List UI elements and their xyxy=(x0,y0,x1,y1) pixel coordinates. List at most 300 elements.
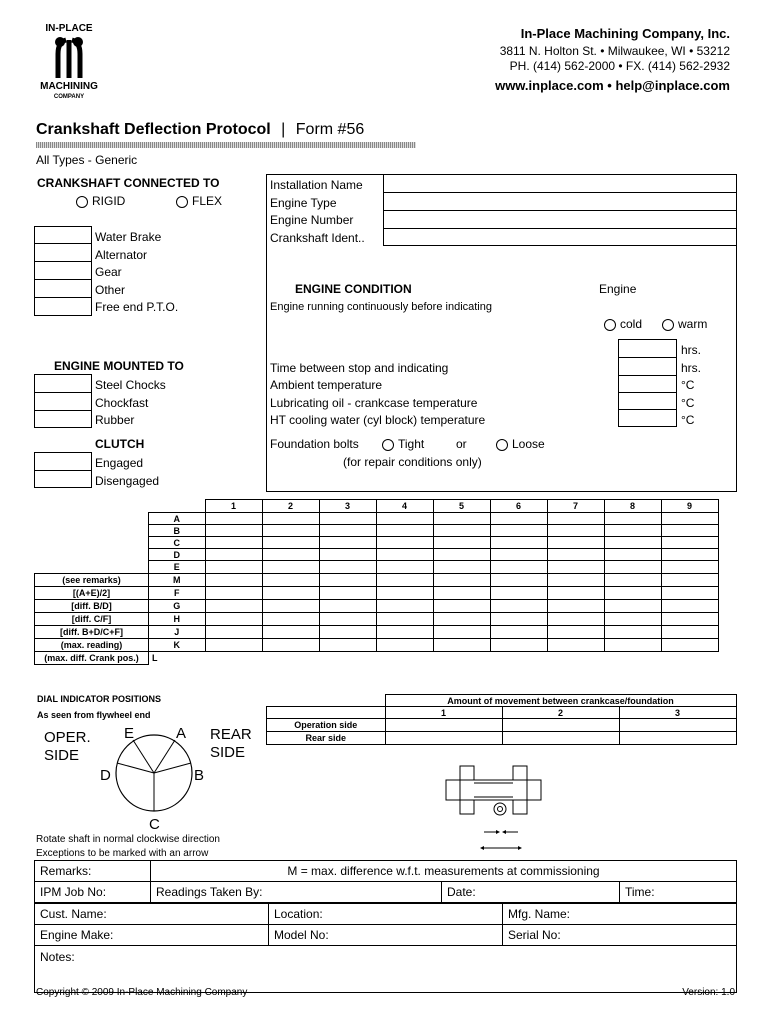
mounted-heading: ENGINE MOUNTED TO xyxy=(54,359,184,373)
grid-cell[interactable] xyxy=(547,612,604,625)
grid-cell[interactable] xyxy=(319,525,376,537)
make-field[interactable] xyxy=(35,925,269,946)
crankshaft-ident-input[interactable] xyxy=(384,229,736,245)
grid-cell[interactable] xyxy=(661,638,718,651)
grid-row-code: C xyxy=(149,537,206,549)
grid-cell[interactable] xyxy=(376,513,433,525)
unit: hrs. xyxy=(681,360,702,375)
grid-cell[interactable] xyxy=(262,625,319,638)
grid-cell[interactable] xyxy=(205,625,262,638)
grid-cell[interactable] xyxy=(604,625,661,638)
exceptions-note: Exceptions to be marked with an arrow xyxy=(36,848,209,859)
grid-cell[interactable] xyxy=(433,612,490,625)
dial-pos-a: A xyxy=(176,725,187,742)
location-label: Location: xyxy=(274,907,323,921)
clutch-item: Disengaged xyxy=(95,473,160,488)
mounted-item: Rubber xyxy=(95,413,135,428)
remarks-label: Remarks: xyxy=(40,864,92,878)
grid-row-code: B xyxy=(149,525,206,537)
mounted-input-1[interactable] xyxy=(35,375,91,393)
installation-name-input[interactable] xyxy=(384,175,736,193)
grid-row xyxy=(35,599,719,612)
version: Version: 1.0 xyxy=(682,987,735,998)
schematic-bearing xyxy=(446,780,460,800)
time-label: Time: xyxy=(625,885,655,899)
warm-option[interactable] xyxy=(662,317,707,331)
movement-corner xyxy=(267,695,386,707)
grid-cell[interactable] xyxy=(661,537,718,549)
grid-cell[interactable] xyxy=(490,612,547,625)
grid-cell[interactable] xyxy=(490,625,547,638)
water-temp-input[interactable] xyxy=(619,410,676,426)
grid-column-header: 9 xyxy=(661,500,718,513)
connected-input-box xyxy=(34,226,92,316)
grid-column-header: 2 xyxy=(262,500,319,513)
company-address: 3811 N. Holton St. • Milwaukee, WI • 53212 xyxy=(499,44,730,58)
grid-row-code: L xyxy=(152,652,158,663)
grid-column-header: 4 xyxy=(376,500,433,513)
grid-cell[interactable] xyxy=(262,513,319,525)
grid-row-desc xyxy=(35,537,149,549)
grid-cell[interactable] xyxy=(433,586,490,599)
grid-row xyxy=(35,586,719,599)
grid-cell[interactable] xyxy=(433,599,490,612)
grid-row xyxy=(35,612,719,625)
grid-cell[interactable] xyxy=(661,625,718,638)
grid-cell[interactable] xyxy=(205,573,262,586)
warm-label: warm xyxy=(678,317,708,331)
grid-cell[interactable] xyxy=(376,573,433,586)
grid-cell[interactable] xyxy=(319,586,376,599)
grid-cell[interactable] xyxy=(604,561,661,574)
clutch-input-1[interactable] xyxy=(35,453,91,471)
grid-cell[interactable] xyxy=(604,525,661,537)
grid-cell[interactable] xyxy=(205,638,262,651)
grid-column-header: 5 xyxy=(433,500,490,513)
grid-cell[interactable] xyxy=(604,599,661,612)
schematic-gauge xyxy=(494,803,506,815)
oper-text: OPER. xyxy=(44,729,91,746)
logo-line-2: MACHINING xyxy=(40,81,98,92)
job-field[interactable] xyxy=(35,882,151,903)
grid-cell[interactable] xyxy=(433,638,490,651)
flex-label: FLEX xyxy=(192,194,223,208)
grid-cell[interactable] xyxy=(547,525,604,537)
mounted-input-3[interactable] xyxy=(35,411,91,427)
grid-cell[interactable] xyxy=(262,561,319,574)
connected-input-4[interactable] xyxy=(35,280,91,298)
movement-cell[interactable] xyxy=(502,732,619,745)
grid-row-desc xyxy=(35,525,149,537)
schematic-chock xyxy=(513,766,527,780)
schematic-chock xyxy=(513,800,527,814)
grid-cell[interactable] xyxy=(319,561,376,574)
mounted-input-2[interactable] xyxy=(35,393,91,411)
grid-cell[interactable] xyxy=(205,561,262,574)
grid-column-header: 8 xyxy=(604,500,661,513)
engine-number-input[interactable] xyxy=(384,211,736,229)
form-subtitle: All Types - Generic xyxy=(36,153,138,167)
grid-cell[interactable] xyxy=(547,638,604,651)
movement-heading: Amount of movement between crankcase/foundation xyxy=(385,695,736,707)
engine-label: Engine xyxy=(599,282,637,296)
grid-cell[interactable] xyxy=(376,625,433,638)
cold-option[interactable] xyxy=(604,317,642,331)
schematic-arrowhead xyxy=(496,830,500,834)
company-name: In-Place Machining Company, Inc. xyxy=(520,26,730,41)
grid-cell[interactable] xyxy=(490,561,547,574)
engine-type-input[interactable] xyxy=(384,193,736,211)
grid-cell[interactable] xyxy=(547,573,604,586)
grid-cell[interactable] xyxy=(490,586,547,599)
grid-cell[interactable] xyxy=(376,549,433,561)
condition-input-box xyxy=(618,339,677,427)
movement-cell[interactable] xyxy=(385,732,502,745)
page-title xyxy=(36,121,364,139)
grid-cell[interactable] xyxy=(376,561,433,574)
grid-cell[interactable] xyxy=(262,599,319,612)
location-field[interactable] xyxy=(269,904,503,925)
flex-option[interactable] xyxy=(176,194,222,208)
schematic-gauge-inner xyxy=(498,807,503,812)
grid-row-code: K xyxy=(149,638,206,651)
grid-cell[interactable] xyxy=(319,599,376,612)
dial-subheading: As seen from flywheel end xyxy=(37,710,151,720)
form-title: Crankshaft Deflection Protocol xyxy=(36,121,271,138)
mounted-input-box xyxy=(34,374,92,428)
grid-column-header: 1 xyxy=(205,500,262,513)
install-label: Installation Name xyxy=(270,178,363,192)
condition-label xyxy=(270,342,485,360)
grid-cell[interactable] xyxy=(433,625,490,638)
title-underline xyxy=(36,142,416,148)
job-label: IPM Job No: xyxy=(40,885,107,899)
grid-row-desc: [(A+E)/2] xyxy=(35,586,149,599)
date-field[interactable] xyxy=(442,882,620,903)
install-labels xyxy=(270,177,365,247)
connected-input-2[interactable] xyxy=(35,244,91,262)
engine-hours-input[interactable] xyxy=(619,340,676,358)
connected-list xyxy=(95,229,178,317)
rigid-label: RIGID xyxy=(92,194,126,208)
mounted-item: Steel Chocks xyxy=(95,378,166,392)
grid-row xyxy=(35,651,719,664)
grid-row-code: E xyxy=(149,561,206,574)
grid-cell[interactable] xyxy=(604,537,661,549)
grid-cell[interactable] xyxy=(661,612,718,625)
connected-input-1[interactable] xyxy=(35,227,91,244)
condition-note: Engine running continuously before indicating xyxy=(270,301,492,313)
grid-cell[interactable] xyxy=(547,549,604,561)
condition-labels xyxy=(270,342,485,430)
grid-cell[interactable] xyxy=(205,549,262,561)
logo-line-1: IN-PLACE xyxy=(45,23,93,34)
grid-row xyxy=(35,549,719,561)
or-label: or xyxy=(456,437,467,451)
rotate-note: Rotate shaft in normal clockwise direction xyxy=(36,834,220,845)
schematic-arrowhead xyxy=(518,846,522,850)
grid-row-desc xyxy=(35,561,149,574)
grid-corner xyxy=(149,500,206,513)
grid-cell[interactable] xyxy=(205,525,262,537)
loose-radio[interactable] xyxy=(496,439,508,451)
cust-label: Cust. Name: xyxy=(40,907,107,921)
cust-field[interactable] xyxy=(35,904,269,925)
date-label: Date: xyxy=(447,885,476,899)
grid-cell[interactable] xyxy=(319,625,376,638)
condition-label: Time between stop and indicating xyxy=(270,360,449,375)
movement-blank xyxy=(267,707,386,719)
unit: °C xyxy=(681,395,695,410)
grid-corner xyxy=(35,500,149,513)
grid-cell[interactable] xyxy=(319,513,376,525)
grid-cell[interactable] xyxy=(547,561,604,574)
notes-label: Notes: xyxy=(40,950,75,964)
grid-cell[interactable] xyxy=(661,599,718,612)
grid-row-desc: [diff. C/F] xyxy=(35,612,149,625)
tight-option[interactable] xyxy=(382,437,424,451)
condition-label: Lubricating oil - crankcase temperature xyxy=(270,395,478,410)
dial-diagram xyxy=(100,720,210,830)
loose-option[interactable] xyxy=(496,437,545,451)
grid-row-desc: (max. diff. Crank pos.) xyxy=(35,651,149,664)
grid-cell[interactable] xyxy=(604,549,661,561)
footer-form-lower xyxy=(34,903,737,993)
grid-cell[interactable] xyxy=(604,586,661,599)
grid-cell[interactable] xyxy=(205,586,262,599)
grid-row-desc xyxy=(35,513,149,525)
grid-row-desc: [diff. B/D] xyxy=(35,599,149,612)
oper-side-text: SIDE xyxy=(44,747,80,764)
grid-cell[interactable] xyxy=(205,599,262,612)
connected-input-5[interactable] xyxy=(35,298,91,315)
install-label: Crankshaft Ident.. xyxy=(270,230,365,245)
grid-cell[interactable] xyxy=(547,586,604,599)
unit: °C xyxy=(681,378,695,393)
grid-cell[interactable] xyxy=(490,537,547,549)
grid-cell[interactable] xyxy=(262,612,319,625)
grid-cell[interactable] xyxy=(376,612,433,625)
condition-units xyxy=(681,342,701,430)
grid-cell[interactable] xyxy=(205,612,262,625)
grid-cell[interactable] xyxy=(604,513,661,525)
grid-cell[interactable] xyxy=(376,537,433,549)
dial-pos-c: C xyxy=(149,816,160,830)
form-number: Form #56 xyxy=(295,121,365,138)
movement-row-label: Rear side xyxy=(267,732,386,745)
movement-table xyxy=(266,694,737,745)
grid-row xyxy=(35,573,719,586)
connected-item: Water Brake xyxy=(95,230,162,244)
tight-label: Tight xyxy=(398,437,425,451)
unit: °C xyxy=(681,413,695,428)
grid-cell[interactable] xyxy=(433,513,490,525)
grid-cell[interactable] xyxy=(547,513,604,525)
grid-cell[interactable] xyxy=(376,525,433,537)
connected-item: Other xyxy=(95,282,126,297)
grid-cell[interactable] xyxy=(490,549,547,561)
movement-cell[interactable] xyxy=(619,719,736,732)
connected-item: Alternator xyxy=(95,247,148,262)
grid-cell[interactable] xyxy=(433,525,490,537)
movement-cell[interactable] xyxy=(385,719,502,732)
movement-cell[interactable] xyxy=(502,719,619,732)
flex-radio[interactable] xyxy=(176,196,188,208)
grid-cell[interactable] xyxy=(490,525,547,537)
grid-cell[interactable] xyxy=(376,586,433,599)
serial-field[interactable] xyxy=(503,925,737,946)
grid-cell[interactable] xyxy=(661,573,718,586)
company-web: www.inplace.com • help@inplace.com xyxy=(495,78,730,93)
grid-row-code: J xyxy=(149,625,206,638)
grid-cell[interactable] xyxy=(262,549,319,561)
readings-field[interactable] xyxy=(151,882,442,903)
grid-row-code: G xyxy=(149,599,206,612)
grid-row-code: H xyxy=(149,612,206,625)
grid-cell[interactable] xyxy=(262,525,319,537)
grid-cell[interactable] xyxy=(319,612,376,625)
grid-cell[interactable] xyxy=(490,638,547,651)
readings-label: Readings Taken By: xyxy=(156,885,263,899)
grid-cell[interactable] xyxy=(205,513,262,525)
grid-cell[interactable] xyxy=(205,537,262,549)
grid-row-desc: (see remarks) xyxy=(35,573,149,586)
clutch-heading: CLUTCH xyxy=(95,437,145,451)
make-label: Engine Make: xyxy=(40,928,114,942)
dial-heading: DIAL INDICATOR POSITIONS xyxy=(37,694,162,704)
cold-radio[interactable] xyxy=(604,319,616,331)
grid-row xyxy=(35,625,719,638)
cold-label: cold xyxy=(620,317,643,331)
title-separator: | xyxy=(281,121,286,138)
grid-column-header: 7 xyxy=(547,500,604,513)
grid-cell[interactable] xyxy=(319,638,376,651)
grid-cell[interactable] xyxy=(604,612,661,625)
rigid-option[interactable] xyxy=(76,194,125,208)
grid-cell[interactable] xyxy=(433,573,490,586)
grid-cell[interactable] xyxy=(547,625,604,638)
grid-column-header: 6 xyxy=(490,500,547,513)
model-field[interactable] xyxy=(269,925,503,946)
m-definition-text: M = max. difference w.f.t. measurements at commissioning xyxy=(287,864,600,878)
grid-column-header: 3 xyxy=(319,500,376,513)
stop-time-input[interactable] xyxy=(619,358,676,376)
clutch-input-box xyxy=(34,452,92,488)
dial-pos-e: E xyxy=(124,725,135,742)
grid-cell[interactable] xyxy=(319,537,376,549)
grid-row xyxy=(35,537,719,549)
connected-item: Free end P.T.O. xyxy=(95,300,179,315)
grid-row xyxy=(35,561,719,574)
time-field[interactable] xyxy=(620,882,737,903)
grid-cell[interactable] xyxy=(490,513,547,525)
grid-cell[interactable] xyxy=(262,638,319,651)
grid-cell[interactable] xyxy=(661,525,718,537)
install-input-box xyxy=(383,174,737,246)
mounted-item: Chockfast xyxy=(95,395,149,410)
grid-cell[interactable] xyxy=(661,549,718,561)
grid-cell[interactable] xyxy=(262,586,319,599)
loose-label: Loose xyxy=(512,437,545,451)
grid-cell[interactable] xyxy=(547,599,604,612)
grid-cell[interactable] xyxy=(376,638,433,651)
grid-cell[interactable] xyxy=(547,537,604,549)
warm-radio[interactable] xyxy=(662,319,674,331)
schematic-arrowhead xyxy=(480,846,484,850)
rear-side-label xyxy=(210,726,252,762)
movement-row-label: Operation side xyxy=(267,719,386,732)
logo-graphic xyxy=(36,20,102,100)
model-label: Model No: xyxy=(274,928,329,942)
mfg-field[interactable] xyxy=(503,904,737,925)
schematic-chock xyxy=(460,766,474,780)
grid-row-desc xyxy=(35,549,149,561)
grid-row-desc: [diff. B+D/C+F] xyxy=(35,625,149,638)
unit: hrs. xyxy=(681,343,702,357)
grid-row-code: M xyxy=(149,573,206,586)
company-phone: PH. (414) 562-2000 • FX. (414) 562-2932 xyxy=(509,59,730,73)
movement-cell[interactable] xyxy=(619,732,736,745)
ambient-temp-input[interactable] xyxy=(619,376,676,393)
rear-text: REAR xyxy=(210,726,252,743)
grid-row-code: F xyxy=(149,586,206,599)
schematic-chock xyxy=(460,800,474,814)
schematic-bearing xyxy=(527,780,541,800)
dial-pos-b: B xyxy=(194,767,205,784)
grid-cell[interactable] xyxy=(319,549,376,561)
grid-cell[interactable] xyxy=(433,549,490,561)
movement-col: 2 xyxy=(502,707,619,719)
engine-schematic-diagram xyxy=(440,764,550,856)
grid-cell[interactable] xyxy=(490,573,547,586)
grid-cell[interactable] xyxy=(262,537,319,549)
clutch-input-2[interactable] xyxy=(35,471,91,487)
grid-cell[interactable] xyxy=(661,513,718,525)
company-logo xyxy=(36,20,102,100)
tight-radio[interactable] xyxy=(382,439,394,451)
connected-heading: CRANKSHAFT CONNECTED TO xyxy=(37,176,220,190)
movement-col: 1 xyxy=(385,707,502,719)
grid-cell[interactable] xyxy=(319,573,376,586)
connected-input-3[interactable] xyxy=(35,262,91,280)
serial-label: Serial No: xyxy=(508,928,561,942)
grid-cell[interactable] xyxy=(604,638,661,651)
movement-col: 3 xyxy=(619,707,736,719)
grid-cell[interactable] xyxy=(604,573,661,586)
deflection-grid xyxy=(34,499,719,665)
oil-temp-input[interactable] xyxy=(619,393,676,410)
grid-row-code: D xyxy=(149,549,206,561)
m-definition xyxy=(151,861,737,882)
repair-note: (for repair conditions only) xyxy=(343,455,482,469)
grid-cell[interactable] xyxy=(433,561,490,574)
grid-cell[interactable] xyxy=(661,561,718,574)
condition-label: HT cooling water (cyl block) temperature xyxy=(270,413,486,428)
grid-row xyxy=(35,525,719,537)
rigid-radio[interactable] xyxy=(76,196,88,208)
grid-cell[interactable] xyxy=(376,599,433,612)
copyright: Copyright © 2009 In-Place Machining Company xyxy=(36,987,248,998)
grid-cell[interactable] xyxy=(262,573,319,586)
condition-heading: ENGINE CONDITION xyxy=(295,282,412,296)
remarks-field[interactable] xyxy=(35,861,151,882)
grid-cell[interactable] xyxy=(661,586,718,599)
clutch-list xyxy=(95,455,159,490)
grid-cell[interactable] xyxy=(490,599,547,612)
grid-cell[interactable] xyxy=(433,537,490,549)
oper-side-label xyxy=(44,729,91,765)
notes-field[interactable] xyxy=(35,946,737,993)
